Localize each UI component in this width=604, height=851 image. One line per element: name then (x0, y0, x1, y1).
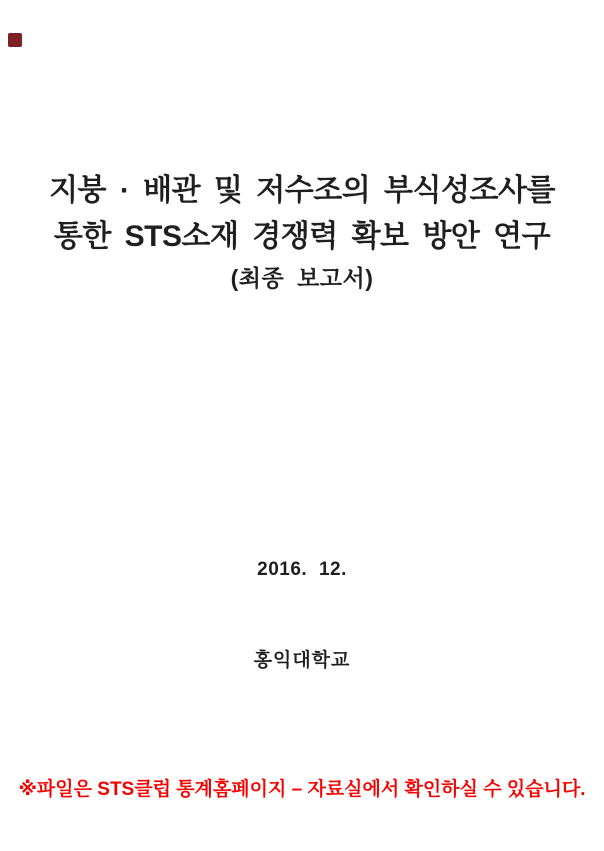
report-title-line-2: 통한 STS소재 경쟁력 확보 방안 연구 (53, 220, 551, 253)
title-block (0, 168, 604, 294)
report-subtitle: (최종 보고서) (230, 265, 374, 291)
report-date: 2016. 12. (257, 559, 347, 580)
red-square-marker (8, 33, 22, 47)
organization-name: 홍익대학교 (253, 650, 351, 671)
file-location-footnote: ※파일은 STS클럽 통계홈페이지 – 자료실에서 확인하실 수 있습니다. (18, 779, 586, 800)
report-title-line-1: 지붕 · 배관 및 저수조의 부식성조사를 (49, 174, 555, 207)
